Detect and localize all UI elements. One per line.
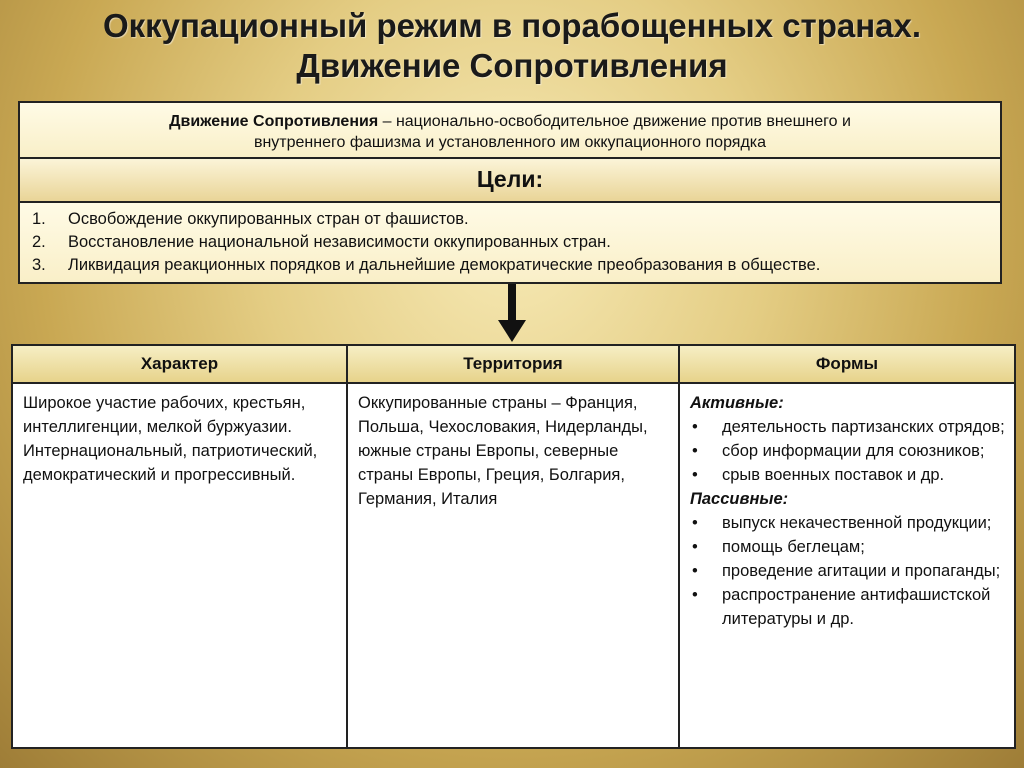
slide-title-line-1: Оккупационный режим в порабощенных странах. bbox=[102, 7, 922, 44]
list-item-text: срыв военных поставок и др. bbox=[722, 466, 945, 484]
list-item bbox=[690, 535, 1005, 559]
list-item-text: проведение агитации и пропаганды; bbox=[722, 562, 1001, 580]
goals-list bbox=[18, 201, 1002, 284]
list-item-text: распространение антифашистской литературы и др. bbox=[722, 586, 991, 628]
forms-passive-label: Пассивные: bbox=[690, 490, 789, 508]
definition-line-2: внутреннего фашизма и установленного им оккупационного порядка bbox=[253, 134, 767, 151]
goal-item bbox=[20, 231, 1000, 254]
list-item-text: сбор информации для союзников; bbox=[722, 442, 985, 460]
goal-text: Ликвидация реакционных порядков и дальнейшие демократические преобразования в обществе. bbox=[68, 256, 821, 274]
forms-active-label: Активные: bbox=[690, 394, 784, 412]
territory-text: Оккупированные страны – Франция, Польша, Чехословакия, Нидерланды, южные страны Европы, северные страны Европы, Греция, Болгария, Германия, Италия bbox=[358, 394, 648, 508]
list-item bbox=[690, 415, 1005, 439]
goal-item bbox=[20, 254, 1000, 277]
list-item bbox=[690, 559, 1005, 583]
goals-heading: Цели: bbox=[18, 159, 1002, 202]
column-header-character: Характер bbox=[12, 345, 347, 383]
bullet-icon: • bbox=[692, 586, 698, 604]
character-participants: Широкое участие рабочих, крестьян, интеллигенции, мелкой буржуазии. bbox=[23, 394, 306, 436]
bullet-icon: • bbox=[692, 466, 698, 484]
arrow-down-icon bbox=[496, 284, 528, 344]
goal-number: 1. bbox=[32, 210, 46, 228]
goal-item bbox=[20, 208, 1000, 231]
definition-text: – национально-освободительное движение против внешнего и bbox=[378, 113, 851, 130]
bullet-icon: • bbox=[692, 562, 698, 580]
list-item bbox=[690, 583, 1005, 631]
forms-cell bbox=[679, 383, 1015, 748]
slide-title-line-2: Движение Сопротивления bbox=[296, 47, 728, 84]
list-item-text: выпуск некачественной продукции; bbox=[722, 514, 992, 532]
list-item bbox=[690, 511, 1005, 535]
list-item bbox=[690, 439, 1005, 463]
goal-text: Восстановление национальной независимости оккупированных стран. bbox=[68, 233, 611, 251]
bullet-icon: • bbox=[692, 442, 698, 460]
column-header-territory: Территория bbox=[347, 345, 679, 383]
table-row bbox=[12, 383, 1015, 748]
bullet-icon: • bbox=[692, 514, 698, 532]
bullet-icon: • bbox=[692, 538, 698, 556]
list-item bbox=[690, 463, 1005, 487]
definition-line-1 bbox=[20, 111, 1000, 132]
bullet-icon: • bbox=[692, 418, 698, 436]
goal-number: 2. bbox=[32, 233, 46, 251]
definition-box bbox=[18, 101, 1002, 159]
territory-cell bbox=[347, 383, 679, 748]
column-header-forms: Формы bbox=[679, 345, 1015, 383]
goal-number: 3. bbox=[32, 256, 46, 274]
list-item-text: деятельность партизанских отрядов; bbox=[722, 418, 1005, 436]
character-nature: Интернациональный, патриотический, демократический и прогрессивный. bbox=[23, 442, 318, 484]
list-item-text: помощь беглецам; bbox=[722, 538, 865, 556]
definition-term: Движение Сопротивления bbox=[169, 113, 379, 130]
table-header-row bbox=[12, 345, 1015, 383]
goal-text: Освобождение оккупированных стран от фашистов. bbox=[68, 210, 469, 228]
character-cell bbox=[12, 383, 347, 748]
resistance-table bbox=[11, 344, 1016, 749]
